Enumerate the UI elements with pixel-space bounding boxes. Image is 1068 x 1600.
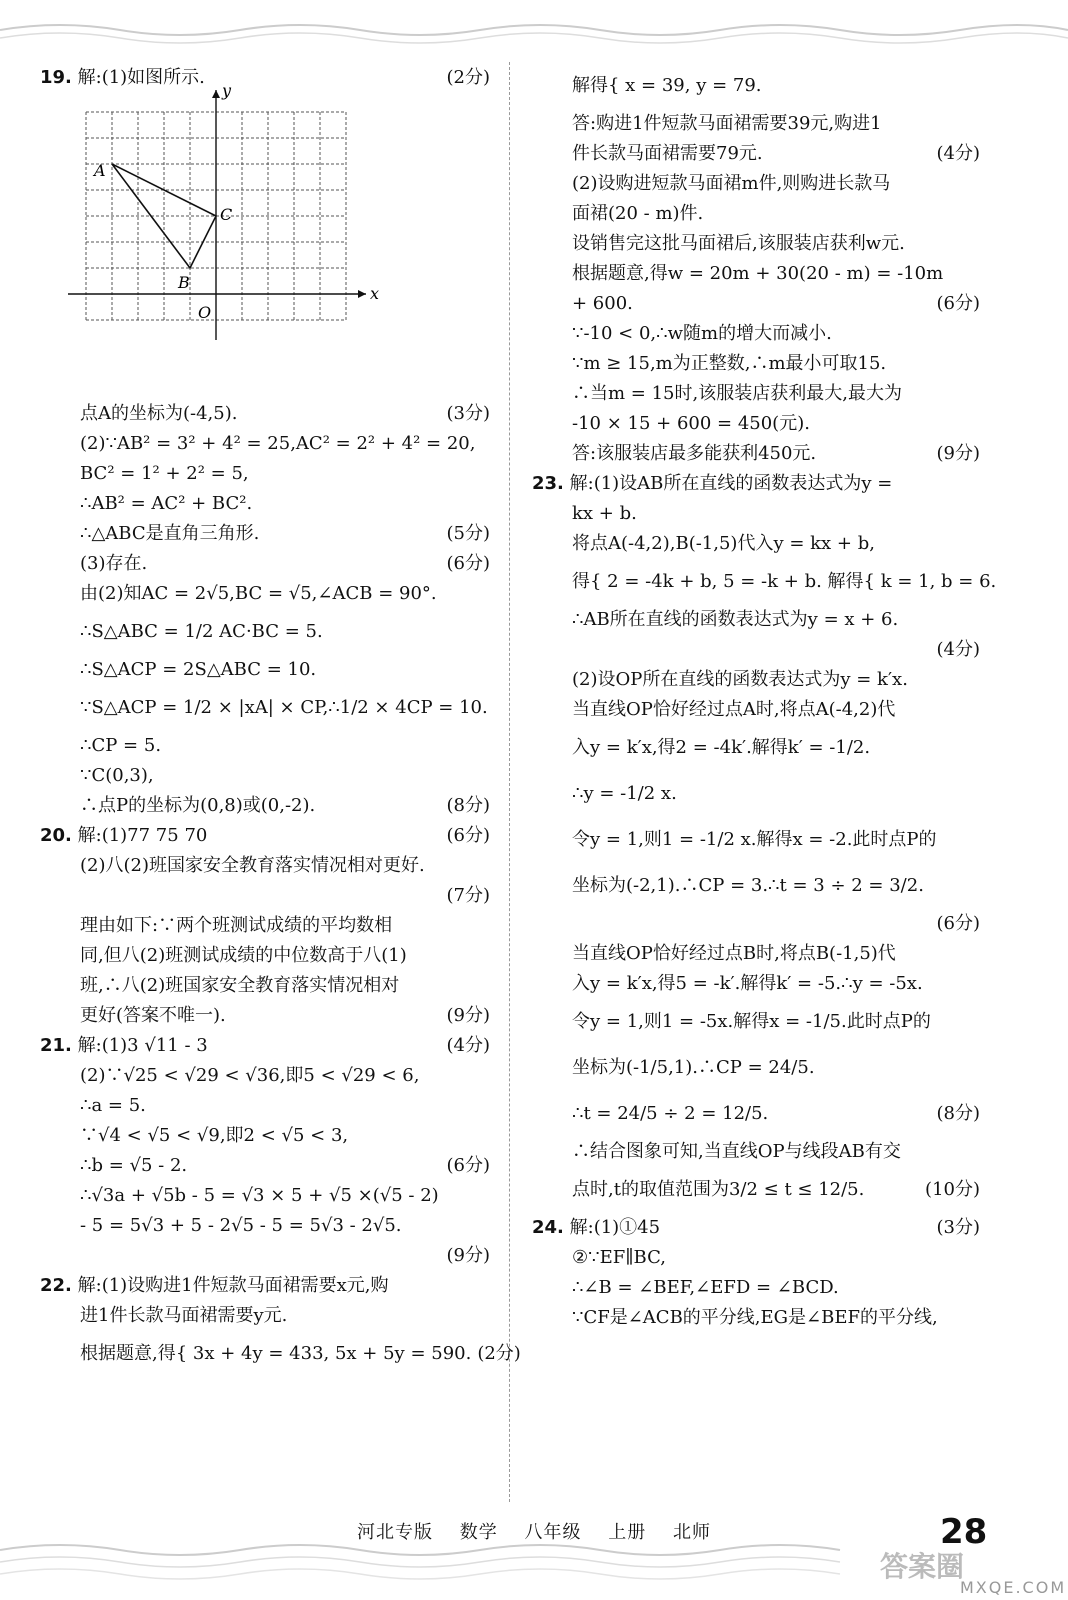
coordinate-grid-svg — [80, 81, 500, 396]
q23-line: (4分) — [936, 639, 980, 660]
q22-line: 根据题意,得{ 3x + 4y = 433, 5x + 5y = 590. (2分) — [80, 1343, 521, 1364]
q23-line: 坐标为(-1/5,1).∴CP = 24/5. — [572, 1057, 815, 1078]
q19-line: ∵C(0,3), — [80, 765, 154, 786]
q19-title: 解:(1)如图所示. — [77, 67, 205, 88]
q19-line: ∴CP = 5. — [80, 735, 162, 756]
q23-line: 当直线OP恰好经过点A时,将点A(-4,2)代 — [572, 699, 896, 720]
q22-line: (2)设购进短款马面裙m件,则购进长款马 — [572, 173, 891, 194]
right-column — [532, 60, 997, 1336]
point-c-label: C — [220, 205, 233, 224]
q24-number: 24. — [532, 1217, 564, 1238]
q19-line: ∵S△ACP = 1/2 × |xA| × CP,∴1/2 × 4CP = 10. — [80, 697, 488, 718]
q23-line: 坐标为(-2,1).∴CP = 3.∴t = 3 ÷ 2 = 3/2. — [572, 875, 924, 896]
page-number: 28 — [940, 1512, 988, 1552]
q21-line: ∵√4 < √5 < √9,即2 < √5 < 3, — [80, 1125, 349, 1146]
q19-line: (3)存在. (6分) — [80, 553, 490, 574]
left-column — [40, 60, 521, 1380]
q23-line: 入y = k′x,得5 = -k′.解得k′ = -5.∴y = -5x. — [572, 973, 923, 994]
y-axis-label: y — [222, 81, 232, 100]
q22-line: ∴当m = 15时,该服装店获利最大,最大为 — [572, 383, 902, 404]
q22-line: + 600. (6分) — [572, 293, 980, 314]
q23-line: 令y = 1,则1 = -1/2 x.解得x = -2.此时点P的 — [572, 829, 937, 850]
q24-line: 24. 解:(1)①45 (3分) — [532, 1217, 980, 1238]
q22-line: 面裙(20 - m)件. — [572, 203, 704, 224]
q24-line: ∴∠B = ∠BEF,∠EFD = ∠BCD. — [572, 1277, 839, 1298]
q22-number: 22. — [40, 1275, 72, 1296]
q23-line: ∴AB所在直线的函数表达式为y = x + 6. — [572, 609, 899, 630]
q22-line: ∵-10 < 0,∴w随m的增大而减小. — [572, 323, 832, 344]
q21-line: ∴√3a + √5b - 5 = √3 × 5 + √5 ×(√5 - 2) — [80, 1185, 439, 1206]
q20-line: 班,∴八(2)班国家安全教育落实情况相对 — [80, 975, 400, 996]
q21-line: 21. 解:(1)3 √11 - 3 (4分) — [40, 1035, 490, 1056]
q19-coordinate-graph — [80, 81, 500, 396]
watermark-site: MXQE.COM — [960, 1578, 1067, 1597]
q22-line: 22. 解:(1)设购进1件短款马面裙需要x元,购 — [40, 1275, 389, 1296]
q21-number: 21. — [40, 1035, 72, 1056]
q24-solution — [532, 1216, 980, 1330]
q21-line: - 5 = 5√3 + 5 - 2√5 - 5 = 5√3 - 2√5. — [80, 1215, 402, 1236]
q20-solution — [40, 824, 490, 1028]
q21-line: (2)∵√25 < √29 < √36,即5 < √29 < 6, — [80, 1065, 420, 1086]
q23-line: 得{ 2 = -4k + b, 5 = -k + b. 解得{ k = 1, b = 6. — [572, 571, 997, 592]
y-axis-arrow-icon — [212, 90, 220, 98]
top-decorative-band — [0, 0, 1068, 50]
q24-line: ∵CF是∠ACB的平分线,EG是∠BEF的平分线, — [572, 1307, 938, 1328]
q21-line: ∴a = 5. — [80, 1095, 146, 1116]
page-footer — [0, 1518, 1068, 1544]
q19-line: ∴S△ACP = 2S△ABC = 10. — [80, 659, 317, 680]
q22-line: 件长款马面裙需要79元. (4分) — [572, 143, 980, 164]
q19-line: 点A的坐标为(-4,5). (3分) — [80, 403, 490, 424]
q23-line: ∴结合图象可知,当直线OP与线段AB有交 — [572, 1141, 901, 1162]
q24-line: ②∵EF∥BC, — [572, 1247, 666, 1268]
q23-line: 点时,t的取值范围为3/2 ≤ t ≤ 12/5. (10分) — [572, 1179, 980, 1200]
q19-number: 19. — [40, 67, 72, 88]
q22-line: -10 × 15 + 600 = 450(元). — [572, 413, 810, 434]
q19-line: (2)∵AB² = 3² + 4² = 25,AC² = 2² + 4² = 20, — [80, 433, 476, 454]
q22-line: 答:该服装店最多能获利450元. (9分) — [572, 443, 980, 464]
q23-number: 23. — [532, 473, 564, 494]
q23-line: 23. 解:(1)设AB所在直线的函数表达式为y = — [532, 473, 893, 494]
q22-line: 答:购进1件短款马面裙需要39元,购进1 — [572, 113, 882, 134]
x-axis-arrow-icon — [358, 290, 366, 298]
q22-solution-right — [532, 66, 980, 466]
q22-line: 设销售完这批马面裙后,该服装店获利w元. — [572, 233, 905, 254]
q23-line: ∴y = -1/2 x. — [572, 783, 677, 804]
watermark-logo: 答案圈 — [880, 1550, 965, 1583]
q19-line: ∴AB² = AC² + BC². — [80, 493, 253, 514]
q19-line: ∴△ABC是直角三角形. (5分) — [80, 523, 490, 544]
q23-line: 将点A(-4,2),B(-1,5)代入y = kx + b, — [572, 533, 875, 554]
x-axis-label: x — [370, 284, 380, 303]
q20-line: 同,但八(2)班测试成绩的中位数高于八(1) — [80, 945, 407, 966]
q23-line: (2)设OP所在直线的函数表达式为y = k′x. — [572, 669, 908, 690]
q23-line: kx + b. — [572, 503, 637, 524]
q21-line: ∴b = √5 - 2. (6分) — [80, 1155, 490, 1176]
footer-subject: 数学 — [459, 1522, 498, 1543]
q20-line: 更好(答案不唯一). (9分) — [80, 1005, 490, 1026]
q23-line: 当直线OP恰好经过点B时,将点B(-1,5)代 — [572, 943, 896, 964]
q19-line: ∴点P的坐标为(0,8)或(0,-2). (8分) — [80, 795, 490, 816]
footer-region: 河北专版 — [357, 1522, 434, 1543]
q22-line: ∵m ≥ 15,m为正整数,∴m最小可取15. — [572, 353, 887, 374]
q21-solution — [40, 1034, 490, 1268]
q20-line: (2)八(2)班国家安全教育落实情况相对更好. — [80, 855, 425, 876]
q23-line: (6分) — [936, 913, 980, 934]
q22-solution-left — [40, 1274, 521, 1374]
axes — [68, 90, 366, 340]
q22-line: 解得{ x = 39, y = 79. — [572, 75, 762, 96]
q19-solution — [40, 402, 490, 818]
column-divider — [509, 62, 510, 1502]
q20-number: 20. — [40, 825, 72, 846]
q20-line: 20. 解:(1)77 75 70 (6分) — [40, 825, 490, 846]
q19-line: BC² = 1² + 2² = 5, — [80, 463, 249, 484]
footer-edition: 北师 — [672, 1522, 711, 1543]
q21-line: (9分) — [446, 1245, 490, 1266]
q20-line: (7分) — [446, 885, 490, 906]
q20-line: 理由如下:∵两个班测试成绩的平均数相 — [80, 915, 393, 936]
q23-line: 入y = k′x,得2 = -4k′.解得k′ = -1/2. — [572, 737, 871, 758]
q22-line: 根据题意,得w = 20m + 30(20 - m) = -10m — [572, 263, 944, 284]
q19-title-score: (2分) — [446, 67, 490, 88]
q19-line: 由(2)知AC = 2√5,BC = √5,∠ACB = 90°. — [80, 583, 437, 604]
q19-line: ∴S△ABC = 1/2 AC·BC = 5. — [80, 621, 323, 642]
point-a-label: A — [94, 161, 106, 180]
q23-line: ∴t = 24/5 ÷ 2 = 12/5. (8分) — [572, 1103, 980, 1124]
q23-line: 令y = 1,则1 = -5x.解得x = -1/5.此时点P的 — [572, 1011, 931, 1032]
footer-volume: 上册 — [608, 1522, 647, 1543]
q23-solution — [532, 472, 997, 1210]
origin-label: O — [198, 303, 212, 322]
point-b-label: B — [178, 273, 190, 292]
q19-title-line — [40, 66, 490, 90]
footer-grade: 八年级 — [524, 1522, 582, 1543]
q22-line: 进1件长款马面裙需要y元. — [80, 1305, 288, 1326]
